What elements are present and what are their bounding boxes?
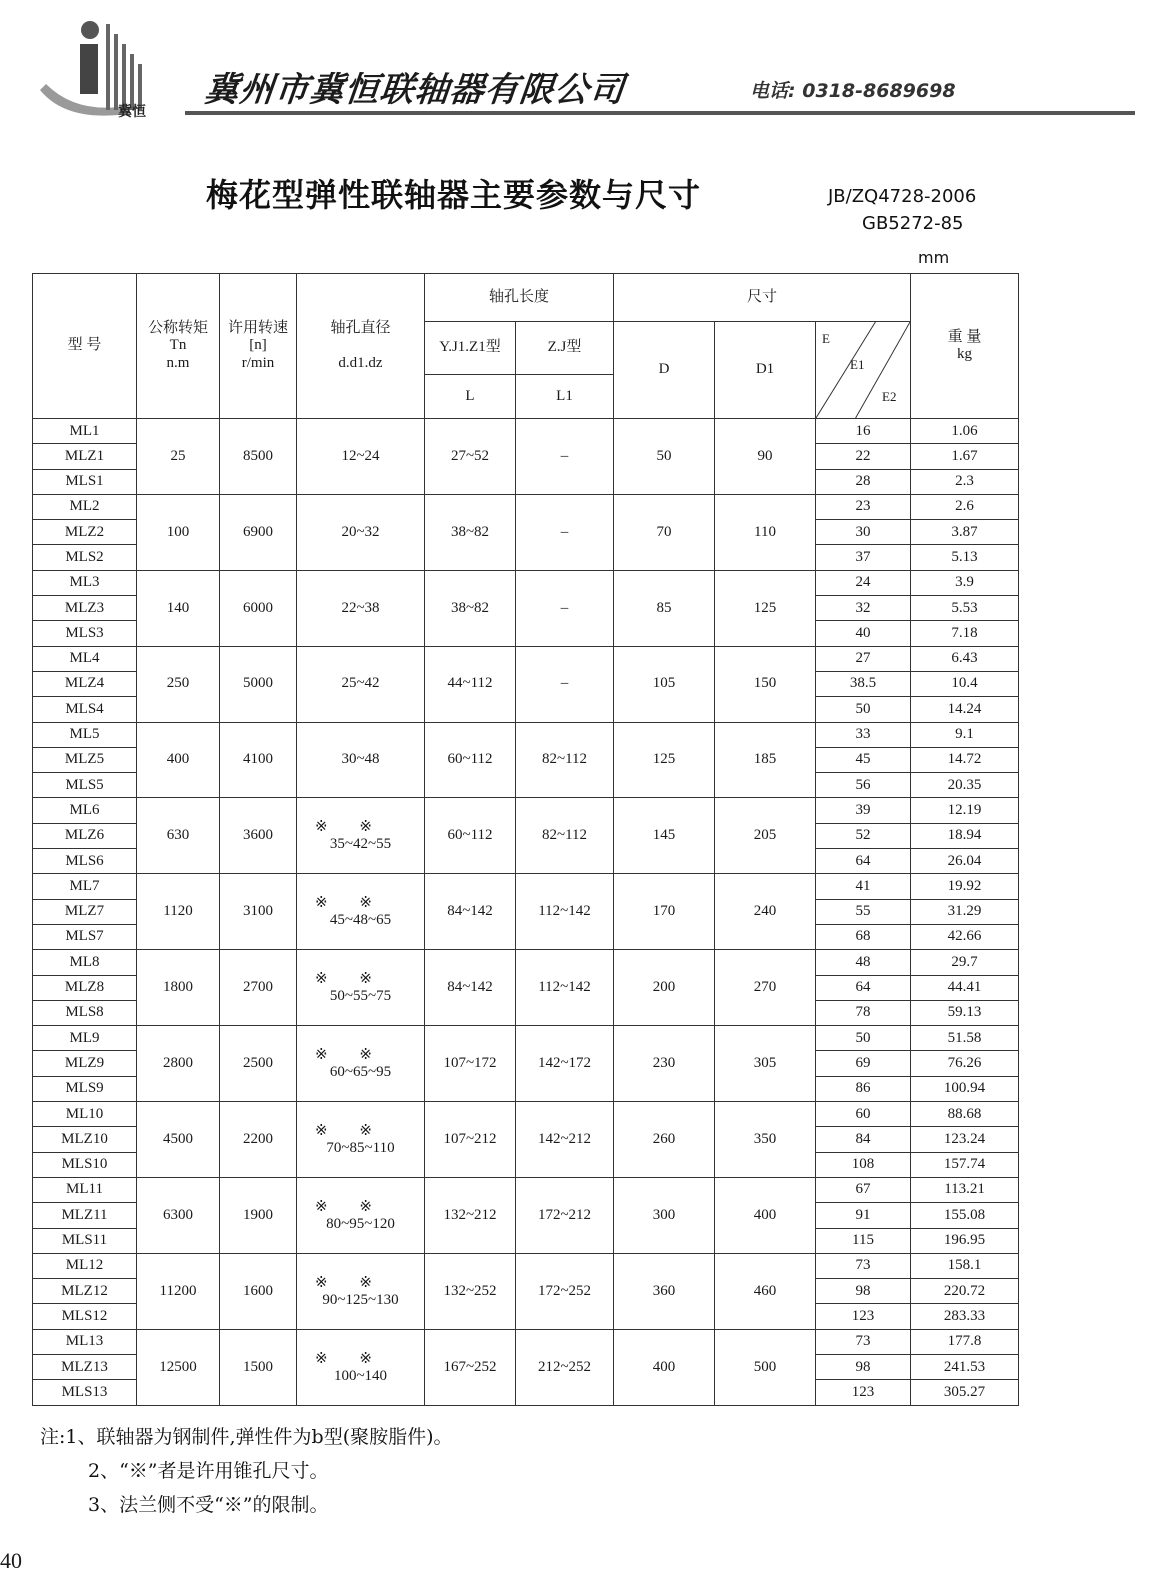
cell-L1: – [516, 570, 614, 646]
cell-D1: 110 [715, 494, 816, 570]
cell-E: 48 [816, 950, 911, 975]
cell-model: MLS11 [33, 1228, 137, 1253]
cell-speed: 2500 [220, 1026, 297, 1102]
header-E-diagonal [816, 322, 911, 419]
cell-E: 22 [816, 444, 911, 469]
company-logo [36, 14, 186, 120]
header-yj-type: Y.J1.Z1型 [425, 322, 516, 375]
cell-E: 50 [816, 697, 911, 722]
cell-speed: 2700 [220, 950, 297, 1026]
cell-weight: 44.41 [911, 975, 1019, 1000]
cell-torque: 140 [137, 570, 220, 646]
cell-weight: 9.1 [911, 722, 1019, 747]
taper-mark: ※ ※ [315, 1198, 386, 1215]
cell-weight: 26.04 [911, 849, 1019, 874]
table-row [33, 1177, 1019, 1202]
cell-bore [297, 798, 425, 874]
cell-model: ML5 [33, 722, 137, 747]
cell-model: MLZ7 [33, 899, 137, 924]
cell-L: 84~142 [425, 950, 516, 1026]
cell-weight: 5.13 [911, 545, 1019, 570]
standard-gb: GB5272-85 [862, 213, 964, 234]
cell-torque: 12500 [137, 1329, 220, 1405]
bore-range: 60~65~95 [329, 1063, 392, 1080]
cell-E: 73 [816, 1253, 911, 1278]
cell-D1: 240 [715, 874, 816, 950]
label-E1: E1 [850, 357, 865, 372]
cell-L: 132~212 [425, 1177, 516, 1253]
table-row [33, 419, 1019, 444]
cell-weight: 29.7 [911, 950, 1019, 975]
cell-D: 260 [614, 1102, 715, 1178]
cell-weight: 18.94 [911, 823, 1019, 848]
cell-speed: 8500 [220, 419, 297, 495]
cell-model: MLS3 [33, 621, 137, 646]
cell-torque: 100 [137, 494, 220, 570]
bore-range: 20~32 [341, 523, 380, 540]
cell-model: MLZ6 [33, 823, 137, 848]
cell-E: 86 [816, 1076, 911, 1101]
cell-model: MLS5 [33, 773, 137, 798]
cell-weight: 7.18 [911, 621, 1019, 646]
cell-bore [297, 419, 425, 495]
header-bore-length: 轴孔长度 [425, 274, 614, 322]
cell-L: 38~82 [425, 570, 516, 646]
cell-E: 16 [816, 419, 911, 444]
cell-torque: 250 [137, 646, 220, 722]
taper-mark: ※ ※ [315, 971, 386, 988]
header-bore: 轴孔直径 d.d1.dz [297, 274, 425, 419]
cell-model: ML4 [33, 646, 137, 671]
cell-model: MLS4 [33, 697, 137, 722]
page-title: 梅花型弹性联轴器主要参数与尺寸 [206, 176, 702, 214]
cell-D: 105 [614, 646, 715, 722]
cell-E: 33 [816, 722, 911, 747]
cell-E: 23 [816, 494, 911, 519]
cell-L: 44~112 [425, 646, 516, 722]
standard-jb: JB/ZQ4728-2006 [828, 186, 977, 207]
cell-bore [297, 646, 425, 722]
cell-D: 400 [614, 1329, 715, 1405]
cell-speed: 3100 [220, 874, 297, 950]
cell-torque: 4500 [137, 1102, 220, 1178]
cell-E: 98 [816, 1279, 911, 1304]
cell-L: 107~172 [425, 1026, 516, 1102]
cell-weight: 3.87 [911, 520, 1019, 545]
note-3: 3、法兰侧不受“※”的限制。 [88, 1494, 329, 1516]
phone-label: 电话: [750, 80, 796, 102]
cell-weight: 100.94 [911, 1076, 1019, 1101]
cell-D1: 305 [715, 1026, 816, 1102]
cell-L: 132~252 [425, 1253, 516, 1329]
cell-weight: 14.24 [911, 697, 1019, 722]
cell-bore [297, 1102, 425, 1178]
cell-model: ML2 [33, 494, 137, 519]
bore-range: 100~140 [333, 1367, 388, 1384]
cell-weight: 177.8 [911, 1329, 1019, 1354]
cell-D: 50 [614, 419, 715, 495]
cell-L1: 82~112 [516, 798, 614, 874]
cell-speed: 6000 [220, 570, 297, 646]
cell-model: ML11 [33, 1177, 137, 1202]
cell-model: ML8 [33, 950, 137, 975]
cell-weight: 59.13 [911, 1000, 1019, 1025]
cell-speed: 6900 [220, 494, 297, 570]
cell-model: MLZ5 [33, 747, 137, 772]
header-dims: 尺寸 [614, 274, 911, 322]
cell-E: 30 [816, 520, 911, 545]
cell-weight: 31.29 [911, 899, 1019, 924]
cell-E: 68 [816, 924, 911, 949]
header-rule [185, 111, 1135, 115]
cell-bore [297, 874, 425, 950]
cell-L1: 172~252 [516, 1253, 614, 1329]
cell-torque: 11200 [137, 1253, 220, 1329]
cell-E: 98 [816, 1354, 911, 1379]
cell-L1: – [516, 419, 614, 495]
cell-E: 60 [816, 1102, 911, 1127]
cell-E: 50 [816, 1026, 911, 1051]
cell-weight: 3.9 [911, 570, 1019, 595]
cell-L: 60~112 [425, 798, 516, 874]
cell-E: 91 [816, 1203, 911, 1228]
cell-torque: 400 [137, 722, 220, 798]
cell-E: 67 [816, 1177, 911, 1202]
bore-range: 45~48~65 [329, 912, 392, 929]
cell-weight: 51.58 [911, 1026, 1019, 1051]
cell-weight: 6.43 [911, 646, 1019, 671]
cell-model: MLZ8 [33, 975, 137, 1000]
table-row [33, 874, 1019, 899]
cell-D1: 460 [715, 1253, 816, 1329]
cell-model: MLS6 [33, 849, 137, 874]
cell-L: 84~142 [425, 874, 516, 950]
cell-D: 200 [614, 950, 715, 1026]
cell-D: 145 [614, 798, 715, 874]
cell-bore [297, 494, 425, 570]
taper-mark: ※ ※ [315, 1046, 386, 1063]
cell-E: 32 [816, 596, 911, 621]
cell-model: MLZ1 [33, 444, 137, 469]
cell-bore [297, 722, 425, 798]
cell-D1: 350 [715, 1102, 816, 1178]
taper-mark: ※ ※ [315, 1274, 386, 1291]
cell-D1: 185 [715, 722, 816, 798]
note-1: 注:1、联轴器为钢制件,弹性件为b型(聚胺脂件)。 [40, 1426, 453, 1448]
cell-E: 73 [816, 1329, 911, 1354]
cell-model: MLS7 [33, 924, 137, 949]
cell-L1: 82~112 [516, 722, 614, 798]
cell-model: ML9 [33, 1026, 137, 1051]
cell-model: MLS1 [33, 469, 137, 494]
cell-weight: 14.72 [911, 747, 1019, 772]
cell-model: ML12 [33, 1253, 137, 1278]
cell-E: 39 [816, 798, 911, 823]
phone [750, 76, 956, 103]
bore-range: 12~24 [341, 447, 380, 464]
table-row [33, 798, 1019, 823]
cell-model: MLZ12 [33, 1279, 137, 1304]
cell-D: 70 [614, 494, 715, 570]
cell-E: 55 [816, 899, 911, 924]
cell-weight: 2.6 [911, 494, 1019, 519]
cell-weight: 283.33 [911, 1304, 1019, 1329]
cell-bore [297, 1329, 425, 1405]
cell-model: MLZ4 [33, 671, 137, 696]
cell-weight: 2.3 [911, 469, 1019, 494]
cell-weight: 305.27 [911, 1380, 1019, 1405]
cell-model: MLS2 [33, 545, 137, 570]
cell-E: 52 [816, 823, 911, 848]
cell-D: 230 [614, 1026, 715, 1102]
cell-D1: 150 [715, 646, 816, 722]
bore-range: 22~38 [341, 599, 380, 616]
cell-torque: 6300 [137, 1177, 220, 1253]
cell-D1: 400 [715, 1177, 816, 1253]
cell-L1: 142~172 [516, 1026, 614, 1102]
cell-model: MLZ3 [33, 596, 137, 621]
cell-model: ML3 [33, 570, 137, 595]
table-row [33, 950, 1019, 975]
cell-E: 108 [816, 1152, 911, 1177]
cell-torque: 1120 [137, 874, 220, 950]
cell-model: ML10 [33, 1102, 137, 1127]
cell-weight: 123.24 [911, 1127, 1019, 1152]
cell-model: MLS13 [33, 1380, 137, 1405]
cell-torque: 630 [137, 798, 220, 874]
cell-E: 64 [816, 849, 911, 874]
cell-L: 60~112 [425, 722, 516, 798]
cell-D: 125 [614, 722, 715, 798]
cell-E: 40 [816, 621, 911, 646]
cell-D: 170 [614, 874, 715, 950]
cell-speed: 3600 [220, 798, 297, 874]
cell-weight: 42.66 [911, 924, 1019, 949]
cell-weight: 19.92 [911, 874, 1019, 899]
cell-E: 38.5 [816, 671, 911, 696]
bore-range: 50~55~75 [329, 988, 392, 1005]
cell-D1: 205 [715, 798, 816, 874]
cell-model: MLZ9 [33, 1051, 137, 1076]
spec-table [32, 273, 1019, 1406]
cell-bore [297, 950, 425, 1026]
cell-weight: 12.19 [911, 798, 1019, 823]
header-D: D [614, 322, 715, 419]
cell-model: ML6 [33, 798, 137, 823]
header-torque: 公称转矩 Tn n.m [137, 274, 220, 419]
cell-E: 64 [816, 975, 911, 1000]
cell-E: 28 [816, 469, 911, 494]
cell-E: 24 [816, 570, 911, 595]
cell-L1: 142~212 [516, 1102, 614, 1178]
header-zj-type: Z.J型 [516, 322, 614, 375]
cell-torque: 25 [137, 419, 220, 495]
table-row [33, 1026, 1019, 1051]
cell-bore [297, 1177, 425, 1253]
cell-D: 300 [614, 1177, 715, 1253]
bore-range: 30~48 [341, 751, 380, 768]
cell-E: 56 [816, 773, 911, 798]
cell-model: MLZ10 [33, 1127, 137, 1152]
cell-bore [297, 570, 425, 646]
cell-E: 115 [816, 1228, 911, 1253]
taper-mark: ※ ※ [315, 819, 386, 836]
cell-weight: 10.4 [911, 671, 1019, 696]
cell-weight: 76.26 [911, 1051, 1019, 1076]
table-row [33, 570, 1019, 595]
header-L: L [425, 374, 516, 418]
taper-mark: ※ ※ [315, 1350, 386, 1367]
cell-weight: 88.68 [911, 1102, 1019, 1127]
cell-L: 27~52 [425, 419, 516, 495]
table-row [33, 494, 1019, 519]
taper-mark: ※ ※ [315, 895, 386, 912]
cell-D1: 270 [715, 950, 816, 1026]
note-2: 2、“※”者是许用锥孔尺寸。 [88, 1460, 329, 1482]
cell-E: 27 [816, 646, 911, 671]
table-row [33, 1102, 1019, 1127]
cell-L1: 212~252 [516, 1329, 614, 1405]
label-E: E [822, 331, 830, 346]
cell-L: 107~212 [425, 1102, 516, 1178]
cell-D: 85 [614, 570, 715, 646]
cell-L: 167~252 [425, 1329, 516, 1405]
cell-L1: – [516, 646, 614, 722]
cell-weight: 155.08 [911, 1203, 1019, 1228]
spec-table-body [33, 419, 1019, 1406]
taper-mark: ※ ※ [315, 1122, 386, 1139]
bore-range: 80~95~120 [326, 1215, 395, 1232]
cell-model: ML13 [33, 1329, 137, 1354]
cell-E: 41 [816, 874, 911, 899]
cell-L: 38~82 [425, 494, 516, 570]
cell-weight: 158.1 [911, 1253, 1019, 1278]
table-row [33, 1329, 1019, 1354]
cell-D: 360 [614, 1253, 715, 1329]
cell-speed: 5000 [220, 646, 297, 722]
header-model: 型 号 [33, 274, 137, 419]
company-name: 冀州市冀恒联轴器有限公司 [202, 70, 627, 110]
cell-L1: 172~212 [516, 1177, 614, 1253]
unit-label: mm [918, 248, 950, 267]
bore-range: 25~42 [341, 675, 380, 692]
cell-model: MLS10 [33, 1152, 137, 1177]
cell-model: MLS12 [33, 1304, 137, 1329]
cell-speed: 2200 [220, 1102, 297, 1178]
cell-speed: 4100 [220, 722, 297, 798]
notes [40, 1420, 453, 1522]
table-row [33, 1253, 1019, 1278]
cell-model: MLZ13 [33, 1354, 137, 1379]
cell-speed: 1500 [220, 1329, 297, 1405]
cell-weight: 157.74 [911, 1152, 1019, 1177]
cell-D1: 500 [715, 1329, 816, 1405]
cell-model: ML1 [33, 419, 137, 444]
cell-model: MLS8 [33, 1000, 137, 1025]
table-row [33, 646, 1019, 671]
cell-weight: 241.53 [911, 1354, 1019, 1379]
header-weight: 重 量 kg [911, 274, 1019, 419]
cell-weight: 20.35 [911, 773, 1019, 798]
cell-E: 84 [816, 1127, 911, 1152]
logo-text: 冀恒 [118, 104, 146, 120]
cell-bore [297, 1253, 425, 1329]
cell-speed: 1900 [220, 1177, 297, 1253]
cell-torque: 2800 [137, 1026, 220, 1102]
cell-weight: 1.67 [911, 444, 1019, 469]
cell-E: 123 [816, 1304, 911, 1329]
bore-range: 90~125~130 [322, 1291, 399, 1308]
header-L1: L1 [516, 374, 614, 418]
cell-weight: 5.53 [911, 596, 1019, 621]
cell-weight: 1.06 [911, 419, 1019, 444]
cell-L1: 112~142 [516, 874, 614, 950]
cell-L1: 112~142 [516, 950, 614, 1026]
cell-weight: 196.95 [911, 1228, 1019, 1253]
header-D1: D1 [715, 322, 816, 419]
page-number: 40 [0, 1548, 22, 1573]
label-E2: E2 [882, 389, 897, 404]
cell-E: 37 [816, 545, 911, 570]
phone-number: 0318-8689698 [802, 80, 956, 102]
page-header [0, 0, 1153, 130]
cell-model: ML7 [33, 874, 137, 899]
cell-model: MLS9 [33, 1076, 137, 1101]
cell-E: 45 [816, 747, 911, 772]
bore-range: 70~85~110 [326, 1139, 395, 1156]
cell-weight: 220.72 [911, 1279, 1019, 1304]
cell-D1: 125 [715, 570, 816, 646]
cell-torque: 1800 [137, 950, 220, 1026]
cell-E: 69 [816, 1051, 911, 1076]
cell-L1: – [516, 494, 614, 570]
bore-range: 35~42~55 [329, 836, 392, 853]
table-row [33, 722, 1019, 747]
cell-model: MLZ11 [33, 1203, 137, 1228]
cell-model: MLZ2 [33, 520, 137, 545]
cell-bore [297, 1026, 425, 1102]
cell-speed: 1600 [220, 1253, 297, 1329]
cell-E: 78 [816, 1000, 911, 1025]
header-speed: 许用转速 [n] r/min [220, 274, 297, 419]
cell-E: 123 [816, 1380, 911, 1405]
cell-D1: 90 [715, 419, 816, 495]
cell-weight: 113.21 [911, 1177, 1019, 1202]
